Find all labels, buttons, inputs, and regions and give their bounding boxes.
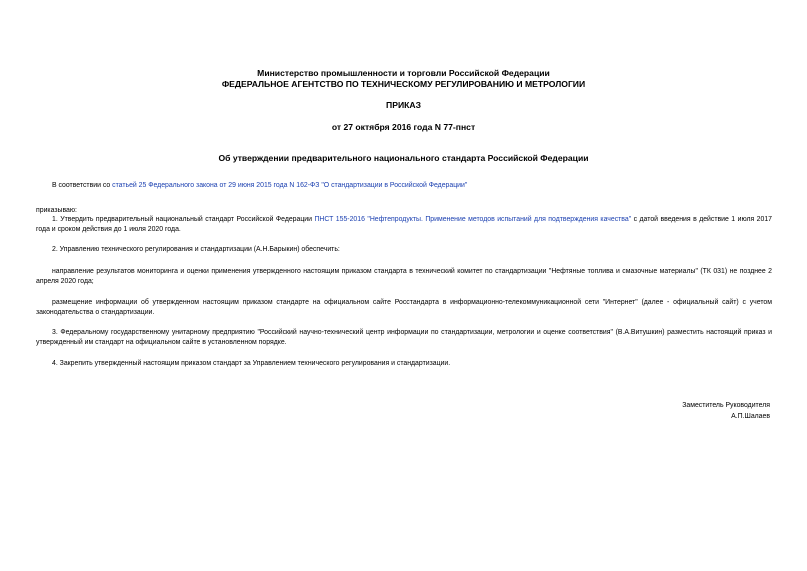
document-title: Об утверждении предварительного национального стандарта Российской Федерации bbox=[218, 153, 589, 163]
standard-pnst-link[interactable]: ПНСТ 155-2016 "Нефтепродукты. Применение методов испытаний для подтверждения качества" bbox=[314, 216, 632, 223]
item-4-paragraph: 4. Закрепить утвержденный настоящим приказом стандарт за Управлением технического регулирования и стандартизации. bbox=[52, 360, 451, 367]
item-2-paragraph: 2. Управлению технического регулирования и стандартизации (А.Н.Барыкин) обеспечить: bbox=[52, 246, 340, 253]
item-1-prefix: 1. Утвердить предварительный национальный стандарт Российской Федерации bbox=[52, 216, 315, 223]
intro-prefix: В соответствии со bbox=[52, 182, 113, 189]
doc-type-heading: ПРИКАЗ bbox=[386, 100, 421, 110]
date-number-heading: от 27 октября 2016 года N 77-пнст bbox=[331, 122, 476, 132]
order-word: приказываю: bbox=[36, 207, 77, 214]
item-2b-paragraph: размещение информации об утвержденном настоящим приказом стандарте на официальном сайте Росстандарта в информационно-телекоммуникационной сети "Интернет" (далее - официальный сайт) с учетом законодательства о стандартизации. bbox=[36, 299, 772, 316]
item-3-paragraph: 3. Федеральному государственному унитарному предприятию "Российский научно-технический центр информации по стандартизации, метрологии и оценке соответствия" (В.А.Витушкин) разместить настоящий приказ и утвержденный им стандарт на официальном сайте в установленном порядке. bbox=[36, 329, 772, 346]
item-2a-paragraph: направление результатов мониторинга и оценки применения утвержденного настоящим приказом стандарта в технический комитет по стандартизации "Нефтяные топлива и смазочные материалы" (ТК 031) не позднее 2 апреля 2020 года; bbox=[36, 268, 772, 285]
item-1-suffix: с датой введения в действие 1 июля 2017 года и сроком действия до 1 июля 2020 года. bbox=[36, 216, 772, 233]
agency-heading: ФЕДЕРАЛЬНОЕ АГЕНТСТВО ПО ТЕХНИЧЕСКОМУ РЕГУЛИРОВАНИЮ И МЕТРОЛОГИИ bbox=[221, 79, 586, 89]
signatory-name: А.П.Шалаев bbox=[731, 413, 770, 420]
law-article-link[interactable]: статьей 25 Федерального закона от 29 июня 2015 года N 162-ФЗ "О стандартизации в Российской Федерации" bbox=[112, 182, 468, 189]
ministry-heading: Министерство промышленности и торговли Российской Федерации bbox=[257, 68, 550, 78]
signatory-position: Заместитель Руководителя bbox=[682, 402, 770, 409]
intro-paragraph bbox=[52, 181, 772, 191]
item-1-paragraph bbox=[36, 215, 772, 235]
